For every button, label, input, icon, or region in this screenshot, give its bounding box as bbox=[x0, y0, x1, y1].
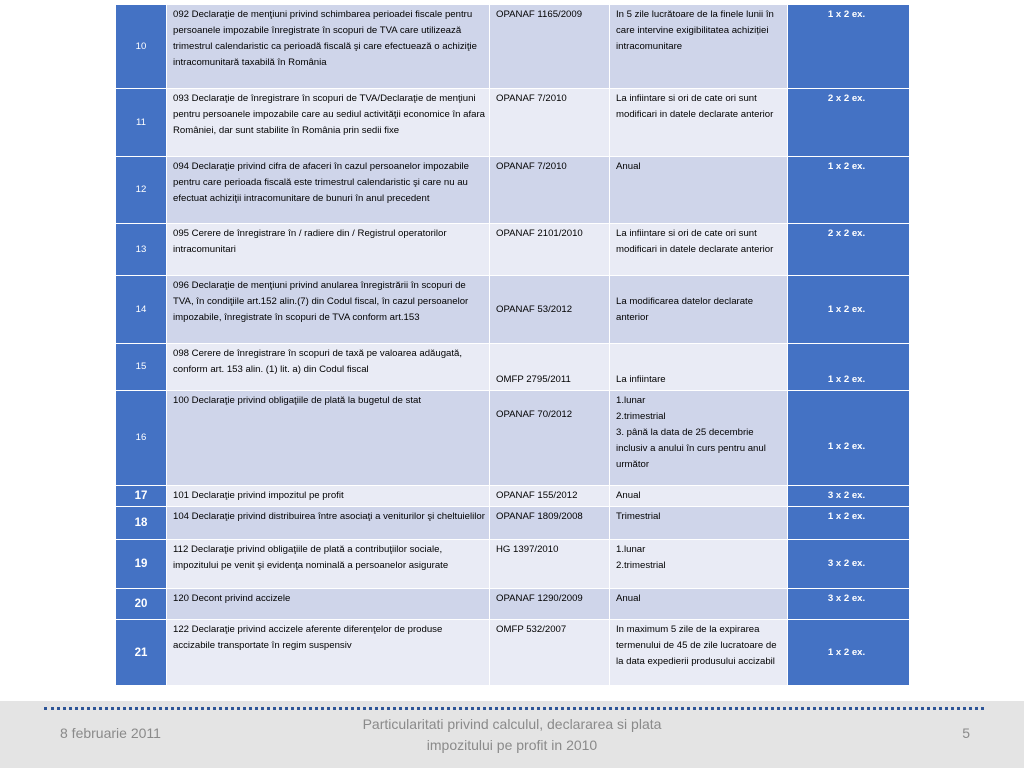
footer-title: Particularitati privind calculul, declararea si plata impozitului pe profit in 2010 bbox=[362, 716, 662, 753]
submission-term: In 5 zile lucrătoare de la finele lunii în care intervine exigibilitatea achiziției intracomunitare bbox=[610, 5, 788, 89]
copies-count: 1 x 2 ex. bbox=[788, 157, 910, 224]
declaration-description: 101 Declaraţie privind impozitul pe profit bbox=[167, 486, 490, 507]
row-number: 15 bbox=[116, 344, 167, 391]
dotted-divider bbox=[44, 707, 984, 710]
table-row bbox=[116, 5, 910, 89]
declaration-description: 104 Declaraţie privind distribuirea între asociaţi a veniturilor şi cheltuielilor bbox=[167, 507, 490, 540]
declaration-description: 092 Declaraţie de menţiuni privind schimbarea perioadei fiscale pentru persoanele impozabile înregistrate în scopuri de TVA care utilizează trimestrul calendaristic ca perioadă fiscală şi care efectuează o achiziţie intracomunitară taxabilă în România bbox=[167, 5, 490, 89]
page-number: 5 bbox=[962, 725, 970, 741]
copies-count: 1 x 2 ex. bbox=[788, 276, 910, 344]
table-row bbox=[116, 157, 910, 224]
submission-term: La infiintare si ori de cate ori sunt modificari in datele declarate anterior bbox=[610, 89, 788, 157]
legal-act: OPANAF 2101/2010 bbox=[490, 224, 610, 276]
submission-term: Anual bbox=[610, 486, 788, 507]
legal-act: OPANAF 1290/2009 bbox=[490, 589, 610, 620]
row-number: 11 bbox=[116, 89, 167, 157]
row-number: 16 bbox=[116, 391, 167, 486]
declaration-description: 096 Declaraţie de menţiuni privind anularea înregistrării în scopuri de TVA, în condiţiile art.152 alin.(7) din Codul fiscal, în cazul persoanelor impozabile, înregistrate în scopuri de TVA conform art.153 bbox=[167, 276, 490, 344]
copies-count: 2 x 2 ex. bbox=[788, 89, 910, 157]
declaration-description: 098 Cerere de înregistrare în scopuri de taxă pe valoarea adăugată, conform art. 153 alin. (1) lit. a) din Codul fiscal bbox=[167, 344, 490, 391]
legal-act: OMFP 532/2007 bbox=[490, 620, 610, 686]
row-number: 12 bbox=[116, 157, 167, 224]
footer-date: 8 februarie 2011 bbox=[60, 725, 161, 741]
row-number: 10 bbox=[116, 5, 167, 89]
declaration-description: 120 Decont privind accizele bbox=[167, 589, 490, 620]
table-row bbox=[116, 391, 910, 486]
copies-count: 1 x 2 ex. bbox=[788, 344, 910, 391]
row-number: 18 bbox=[116, 507, 167, 540]
submission-term: In maximum 5 zile de la expirarea termenului de 45 de zile lucratoare de la data expedierii produsului accizabil bbox=[610, 620, 788, 686]
table-row bbox=[116, 507, 910, 540]
table-row bbox=[116, 486, 910, 507]
copies-count: 2 x 2 ex. bbox=[788, 224, 910, 276]
copies-count: 1 x 2 ex. bbox=[788, 391, 910, 486]
legal-act: OPANAF 7/2010 bbox=[490, 157, 610, 224]
legal-act bbox=[490, 391, 610, 486]
submission-term: La infiintare si ori de cate ori sunt modificari in datele declarate anterior bbox=[610, 224, 788, 276]
copies-count: 3 x 2 ex. bbox=[788, 540, 910, 589]
row-number: 20 bbox=[116, 589, 167, 620]
legal-act: OPANAF 155/2012 bbox=[490, 486, 610, 507]
legal-act: HG 1397/2010 bbox=[490, 540, 610, 589]
copies-count: 3 x 2 ex. bbox=[788, 589, 910, 620]
legal-act-text: OPANAF 70/2012 bbox=[496, 409, 573, 420]
table-row bbox=[116, 620, 910, 686]
legal-act: OMFP 2795/2011 bbox=[490, 344, 610, 391]
row-number: 21 bbox=[116, 620, 167, 686]
declaration-description: 094 Declaraţie privind cifra de afaceri în cazul persoanelor impozabile pentru care perioada fiscală este trimestrul calendaristic şi care nu au efectuat achiziţii intracomunitare de bunuri în anul precedent bbox=[167, 157, 490, 224]
declarations-table bbox=[115, 4, 910, 686]
row-number: 13 bbox=[116, 224, 167, 276]
declaration-description: 100 Declaraţie privind obligaţiile de plată la bugetul de stat bbox=[167, 391, 490, 486]
table-row bbox=[116, 589, 910, 620]
copies-count: 1 x 2 ex. bbox=[788, 5, 910, 89]
submission-term: 1.lunar 2.trimestrial 3. până la data de 25 decembrie inclusiv a anului în curs pentru anul următor bbox=[610, 391, 788, 486]
copies-count: 3 x 2 ex. bbox=[788, 486, 910, 507]
slide-footer bbox=[0, 701, 1024, 768]
submission-term: Anual bbox=[610, 589, 788, 620]
row-number: 14 bbox=[116, 276, 167, 344]
table-row bbox=[116, 540, 910, 589]
copies-count: 1 x 2 ex. bbox=[788, 620, 910, 686]
table-row bbox=[116, 224, 910, 276]
table-row bbox=[116, 276, 910, 344]
row-number: 19 bbox=[116, 540, 167, 589]
legal-act: OPANAF 7/2010 bbox=[490, 89, 610, 157]
table-row bbox=[116, 89, 910, 157]
declaration-description: 093 Declaraţie de înregistrare în scopuri de TVA/Declaraţie de menţiuni pentru persoanele impozabile care au sediul activităţii economice în afara României, dar sunt stabilite în România prin sedii fixe bbox=[167, 89, 490, 157]
submission-term: 1.lunar 2.trimestrial bbox=[610, 540, 788, 589]
submission-term: La infiintare bbox=[610, 344, 788, 391]
table-row bbox=[116, 344, 910, 391]
submission-term: Anual bbox=[610, 157, 788, 224]
copies-count: 1 x 2 ex. bbox=[788, 507, 910, 540]
submission-term: Trimestrial bbox=[610, 507, 788, 540]
legal-act: OPANAF 1809/2008 bbox=[490, 507, 610, 540]
legal-act: OPANAF 53/2012 bbox=[490, 276, 610, 344]
declaration-description: 122 Declaraţie privind accizele aferente diferenţelor de produse accizabile transportate în regim suspensiv bbox=[167, 620, 490, 686]
declaration-description: 112 Declaraţie privind obligaţiile de plată a contribuţiilor sociale, impozitului pe venit şi evidenţa nominală a persoanelor asigurate bbox=[167, 540, 490, 589]
legal-act: OPANAF 1165/2009 bbox=[490, 5, 610, 89]
submission-term: La modificarea datelor declarate anterior bbox=[610, 276, 788, 344]
row-number: 17 bbox=[116, 486, 167, 507]
declaration-description: 095 Cerere de înregistrare în / radiere din / Registrul operatorilor intracomunitari bbox=[167, 224, 490, 276]
